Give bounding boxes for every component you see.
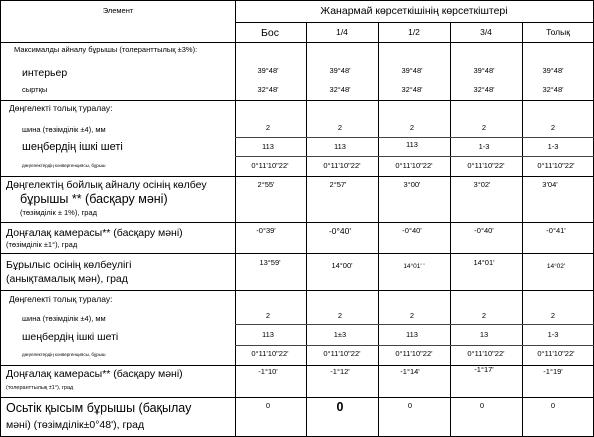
kingpin-title-line1: Дөңгелектің бойлық айналу осінің көлбеу [6,179,207,191]
table-cell: 0°11'10"22' [467,161,505,170]
table-cell: 2 [265,311,271,320]
table-cell: 39°48' [542,66,564,75]
max-angle-title: Максималды айналу бұрышы (толеранттылық ±3%): [14,45,198,54]
col-label-three-quarter: 3/4 [480,27,492,37]
table-cell: 14°00' [331,261,353,270]
table-cell: -0°40' [474,226,494,235]
table-cell: 2 [265,123,271,132]
table-cell: 113 [406,140,418,149]
caster-subtitle: (анықтамалық мән), град [6,273,128,285]
table-cell: 3°02' [473,180,491,189]
table-cell: 2 [409,311,415,320]
table-cell: -0°39' [256,226,276,235]
table-cell: 2 [337,123,343,132]
table-cell: 0°11'10"22' [251,161,289,170]
table-cell: 2 [481,123,487,132]
axle-title-line2: мәні) (төзімділік±0°48'), град [6,419,145,431]
table-cell: 113 [406,330,418,339]
camber-tolerance: (толеранттылық ±1°), град [6,385,74,391]
toe-title: Дөңгелекті толық туралау: [9,103,113,113]
table-cell: 2 [337,311,343,320]
camber-tolerance: (төзімділік ±1°), град [6,240,78,249]
camber-title: Доңғалақ камерасы** (басқару мәні) [6,368,183,380]
rim-label: шеңбердің ішкі шеті [22,141,123,153]
table-cell: 0°11'10"22' [537,161,575,170]
interior-label: интерьер [22,67,68,79]
table-cell: -1°10' [258,367,278,376]
table-cell: -1°17' [474,365,494,374]
table-cell: 1-3 [547,142,559,151]
table-cell: 2 [409,123,415,132]
table-cell: 39°48' [329,66,351,75]
table-cell: 113 [262,142,274,151]
table-cell: 0°11'10"22' [251,349,289,358]
table-cell: 2°55' [257,180,275,189]
table-cell: 0°11'10"22' [537,349,575,358]
table-cell: 39°48' [473,66,495,75]
tire-label: шина (төзімділік ±4), мм [22,314,106,323]
table-cell: 2 [550,123,556,132]
table-cell: 0°11'10"22' [467,349,505,358]
col-label-half: 1/2 [408,27,420,37]
table-cell: 0°11'10"22' [323,161,361,170]
table-cell: 3°00' [403,180,421,189]
toe-title: Дөңгелекті толық туралау: [9,294,113,304]
table-cell: 0 [336,400,344,414]
table-cell: 2°57' [329,180,347,189]
table-cell: -0°41' [546,226,566,235]
convergence-label: дөңгелектердің конвергенциясы, бұрыш [22,352,106,357]
table-cell: 1±3 [333,330,347,339]
table-cell: -1°14' [400,367,420,376]
col-label-empty: Бос [261,27,279,39]
table-cell: 1-3 [547,330,559,339]
col-label-quarter: 1/4 [336,27,348,37]
col-label-full: Толық [546,27,570,37]
table-cell: 39°48' [401,66,423,75]
table-cell: -1°19' [543,367,563,376]
table-cell: 32°48' [542,85,564,94]
kingpin-title-line2: бұрышы ** (басқару мәні) [20,192,168,206]
table-cell: 2 [481,311,487,320]
table-cell: 14°01' [473,258,495,267]
table-cell: 14°01' ' [403,263,425,270]
table-cell: 0 [265,401,271,410]
table-cell: 0°11'10"22' [395,349,433,358]
table-cell: 3'04' [542,180,558,189]
convergence-label: дөңгелектердің конвергенциясы, бұрыш [22,163,106,168]
table-cell: 0 [407,401,413,410]
table-cell: 0 [550,401,556,410]
tire-label: шина (төзімділік ±4), мм [22,125,106,134]
table-cell: 13 [479,330,489,339]
table-cell: -1°12' [330,367,350,376]
camber-title: Доңғалақ камерасы** (басқару мәні) [6,227,183,239]
column-header-element: Элемент [102,6,134,15]
table-cell: 0°11'10"22' [395,161,433,170]
table-cell: 14°02' [546,263,566,270]
axle-title-line1: Осьтік қысым бұрышы (бақылау [6,401,192,415]
table-cell: 32°48' [329,85,351,94]
table-cell: 0 [479,401,485,410]
exterior-label: сыртқы [22,85,48,94]
column-header-fuel-indicator: Жанармай көрсеткішінің көрсеткіштері [320,5,508,17]
table-cell: -0°40' [402,226,422,235]
table-cell: 0°11'10"22' [323,349,361,358]
table-cell: 113 [334,142,346,151]
table-cell: 113 [262,330,274,339]
caster-title: Бұрылыс осінің көлбеулігі [6,259,132,271]
table-cell: 39°48' [257,66,279,75]
table-cell: 32°48' [401,85,423,94]
table-cell: -0°40' [328,226,352,236]
kingpin-tolerance: (төзімділік ± 1%), град [20,208,97,217]
rim-label: шеңбердің ішкі шеті [22,331,119,343]
table-cell: 32°48' [473,85,495,94]
table-cell: 2 [550,311,556,320]
table-cell: 32°48' [257,85,279,94]
table-cell: 13°59' [259,258,281,267]
table-cell: 1-3 [478,142,490,151]
